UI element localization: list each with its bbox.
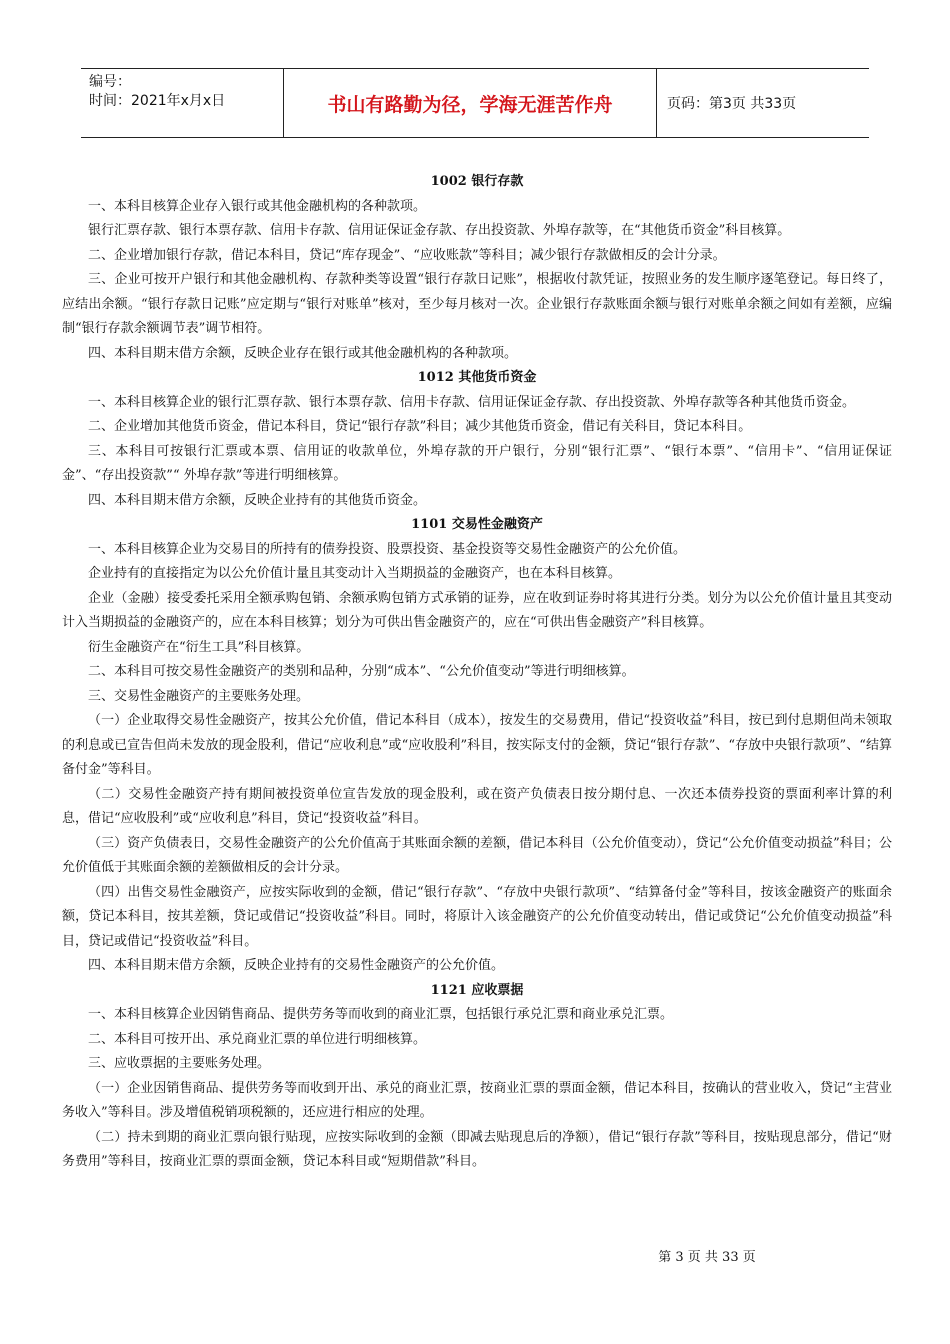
page-header	[81, 68, 869, 138]
document-body	[62, 170, 892, 1175]
section-paragraph: （四）出售交易性金融资产，应按实际收到的金额，借记“银行存款”、“存放中央银行款项”、“结算备付金”等科目，按该金融资产的账面余额，贷记本科目，按其差额，贷记或借记“投资收益”科目。同时，将原计入该金融资产的公允价值变动转出，借记或贷记“公允价值变动损益”科目，贷记或借记“投资收益”科目。	[62, 884, 892, 949]
header-motto: 书山有路勤为径，学海无涯苦作舟	[284, 69, 657, 137]
section-paragraph: 二、本科目可按开出、承兑商业汇票的单位进行明细核算。	[88, 1031, 427, 1047]
header-left-cell	[81, 69, 284, 137]
section-paragraph: 一、本科目核算企业的银行汇票存款、银行本票存款、信用卡存款、信用证保证金存款、存出投资款、外埠存款等各种其他货币资金。	[88, 394, 856, 410]
section-title: 1121 应收票据	[430, 982, 524, 998]
section-paragraph: 一、本科目核算企业为交易目的所持有的债券投资、股票投资、基金投资等交易性金融资产的公允价值。	[88, 541, 687, 557]
section-paragraph: 二、本科目可按交易性金融资产的类别和品种，分别“成本”、“公允价值变动”等进行明细核算。	[88, 664, 635, 679]
section-paragraph: 三、交易性金融资产的主要账务处理。	[88, 688, 310, 704]
section-paragraph: （一）企业取得交易性金融资产，按其公允价值，借记本科目（成本），按发生的交易费用，借记“投资收益”科目，按已到付息期但尚未领取的利息或已宣告但尚未发放的现金股利，借记“应收利息”或“应收股利”科目，按实际支付的金额，贷记“银行存款”、“存放中央银行款项”、“结算备付金”等科目。	[62, 713, 892, 777]
section-paragraph: 四、本科目期末借方余额，反映企业持有的其他货币资金。	[88, 492, 427, 508]
page-footer	[0, 1246, 950, 1265]
section-paragraph: 企业（金融）接受委托采用全额承购包销、余额承购包销方式承销的证券，应在收到证券时将其进行分类。划分为以公允价值计量且其变动计入当期损益的金融资产的，应在本科目核算；划分为可供出售金融资产的，应在“可供出售金融资产”科目核算。	[62, 590, 892, 630]
header-page-info: 页码：第3页 共33页	[667, 96, 797, 112]
document-number-label: 编号：	[89, 74, 131, 90]
section-paragraph: 企业持有的直接指定为以公允价值计量且其变动计入当期损益的金融资产，也在本科目核算。	[88, 566, 622, 581]
section-title: 1002 银行存款	[430, 174, 524, 189]
document-time-label: 时间：2021年x月x日	[89, 93, 226, 109]
section-paragraph: 四、本科目期末借方余额，反映企业持有的交易性金融资产的公允价值。	[88, 958, 505, 973]
section-paragraph: 一、本科目核算企业存入银行或其他金融机构的各种款项。	[88, 198, 427, 214]
section-paragraph: 二、企业增加银行存款，借记本科目，贷记“库存现金”、“应收账款”等科目；减少银行存款做相反的会计分录。	[88, 247, 726, 263]
section-paragraph: 一、本科目核算企业因销售商品、提供劳务等而收到的商业汇票，包括银行承兑汇票和商业承兑汇票。	[88, 1007, 674, 1022]
section-title: 1012 其他货币资金	[417, 370, 537, 385]
section-paragraph: 衍生金融资产在“衍生工具”科目核算。	[88, 639, 310, 655]
section-paragraph: （二）交易性金融资产持有期间被投资单位宣告发放的现金股利，或在资产负债表日按分期付息、一次还本债券投资的票面利率计算的利息，借记“应收股利”或“应收利息”科目，贷记“投资收益”科目。	[62, 786, 892, 826]
section-paragraph: 二、企业增加其他货币资金，借记本科目，贷记“银行存款”科目；减少其他货币资金，借记有关科目，贷记本科目。	[88, 419, 752, 434]
section-title: 1101 交易性金融资产	[411, 517, 543, 532]
section-paragraph: 三、本科目可按银行汇票或本票、信用证的收款单位，外埠存款的开户银行，分别“银行汇票”、“银行本票”、“信用卡”、“信用证保证金”、“存出投资款”“ 外埠存款”等进行明细核算。	[62, 443, 892, 483]
section-paragraph: 银行汇票存款、银行本票存款、信用卡存款、信用证保证金存款、存出投资款、外埠存款等，在“其他货币资金”科目核算。	[88, 223, 791, 238]
section-paragraph: （二）持未到期的商业汇票向银行贴现，应按实际收到的金额（即减去贴现息后的净额），借记“银行存款”等科目，按贴现息部分，借记“财务费用”等科目，按商业汇票的票面金额，贷记本科目或“短期借款”科目。	[62, 1129, 892, 1169]
section-paragraph: （一）企业因销售商品、提供劳务等而收到开出、承兑的商业汇票，按商业汇票的票面金额，借记本科目，按确认的营业收入，贷记“主营业务收入”等科目。涉及增值税销项税额的，还应进行相应的处理。	[62, 1080, 892, 1120]
section-paragraph: （三）资产负债表日，交易性金融资产的公允价值高于其账面余额的差额，借记本科目（公允价值变动），贷记“公允价值变动损益”科目；公允价值低于其账面余额的差额做相反的会计分录。	[62, 835, 892, 875]
section-paragraph: 三、企业可按开户银行和其他金融机构、存款种类等设置“银行存款日记账”，根据收付款凭证，按照业务的发生顺序逐笔登记。每日终了，应结出余额。“银行存款日记账”应定期与“银行对账单”核对，至少每月核对一次。企业银行存款账面余额与银行对账单余额之间如有差额，应编制“银行存款余额调节表”调节相符。	[62, 272, 892, 336]
section-paragraph: 四、本科目期末借方余额，反映企业存在银行或其他金融机构的各种款项。	[88, 345, 518, 361]
section-paragraph: 三、应收票据的主要账务处理。	[88, 1056, 271, 1071]
footer-page-number: 第 3 页 共 33 页	[658, 1250, 756, 1265]
